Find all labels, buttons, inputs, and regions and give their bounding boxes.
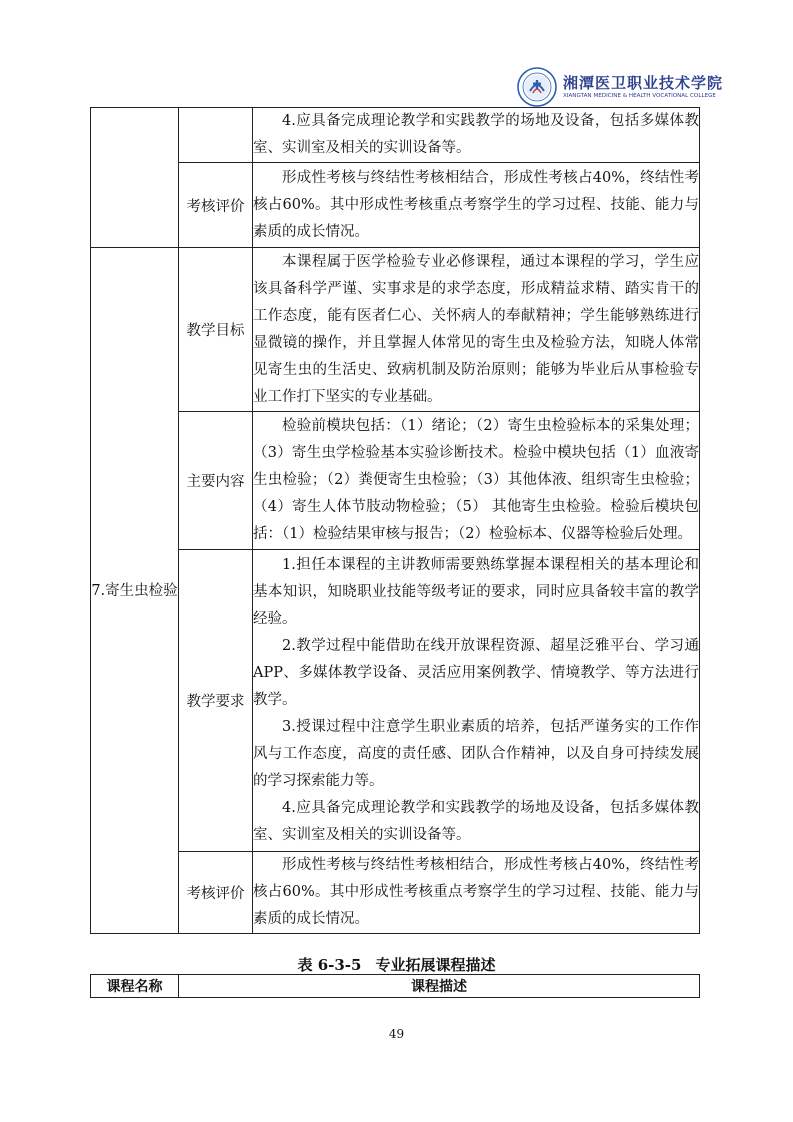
- college-name-cn: 湘潭医卫职业技术学院: [563, 73, 724, 92]
- content-text: 检验前模块包括：（1）绪论；（2）寄生虫检验标本的采集处理；（3）寄生虫学检验基本实验诊断技术。检验中模块包括（1）血液寄生虫检验；（2）粪便寄生虫检验；（3）其他体液、组织寄生虫检验；（4）寄生人体节肢动物检验；（5） 其他寄生虫检验。检验后模块包括：（1）检验结果审核与报告；（2）检验标本、仪器等检验后处理。: [253, 418, 699, 542]
- requirement-text: 4.应具备完成理论教学和实践教学的场地及设备，包括多媒体教室、实训室及相关的实训设备等。: [253, 113, 699, 156]
- college-name-en: XIANGTAN MEDICINE & HEALTH VOCATIONAL COLLEGE: [563, 92, 716, 99]
- content-cell: [253, 412, 700, 550]
- table-row: [91, 412, 700, 550]
- requirement-item: 1.担任本课程的主讲教师需要熟练掌握本课程相关的基本理论和基本知识，知晓职业技能等级考证的要求，同时应具备较丰富的教学经验。: [253, 557, 699, 627]
- table-row: [91, 163, 700, 248]
- assessment-text: 形成性考核与终结性考核相结合，形成性考核占40%，终结性考核占60%。其中形成性考核重点考察学生的学习过程、技能、能力与素质的成长情况。: [253, 169, 699, 240]
- requirements-cell: [253, 550, 700, 852]
- extension-course-table: [90, 974, 700, 998]
- requirement-item: 2.教学过程中能借助在线开放课程资源、超星泛雅平台、学习通APP、多媒体教学设备、灵活应用案例教学、情境教学、等方法进行教学。: [253, 638, 699, 708]
- objective-text: 本课程属于医学检验专业必修课程，通过本课程的学习，学生应该具备科学严谨、实事求是的求学态度，形成精益求精、踏实肯干的工作态度，能有医者仁心、关怀病人的奉献精神；学生能够熟练进行显微镜的操作，并且掌握人体常见的寄生虫及检验方法，知晓人体常见寄生虫的生活史、致病机制及防治原则；能够为毕业后从事检验专业工作打下坚实的专业基础。: [253, 253, 699, 405]
- objective-cell: [253, 248, 700, 412]
- assessment-label: 考核评价: [179, 163, 253, 248]
- requirement-item: 3.授课过程中注意学生职业素质的培养，包括严谨务实的工作作风与工作态度，高度的责任感、团队合作精神，以及自身可持续发展的学习探索能力等。: [253, 719, 699, 789]
- table-header-row: [91, 975, 700, 998]
- continued-course-cell: [91, 108, 179, 248]
- table-caption: [0, 954, 793, 975]
- table-row: [91, 108, 700, 163]
- page-number: 49: [388, 1027, 405, 1041]
- assessment-text: 形成性考核与终结性考核相结合，形成性考核占40%，终结性考核占60%。其中形成性考核重点考察学生的学习过程、技能、能力与素质的成长情况。: [253, 857, 699, 927]
- assessment-label: 考核评价: [179, 852, 253, 934]
- college-seal-icon: [517, 67, 557, 107]
- table-row: [91, 248, 700, 412]
- content-label: 主要内容: [179, 412, 253, 550]
- college-logo: [517, 66, 724, 108]
- course-description-header: 课程描述: [179, 975, 700, 998]
- teaching-requirement-cell: [253, 108, 700, 163]
- course-name: 7.寄生虫检验: [91, 582, 178, 599]
- table-row: [91, 852, 700, 934]
- continued-label-cell: [179, 108, 253, 163]
- assessment-cell: [253, 163, 700, 248]
- course-name-header: 课程名称: [91, 975, 179, 998]
- assessment-cell: [253, 852, 700, 934]
- table-caption-title: 专业拓展课程描述: [375, 956, 496, 974]
- objective-label: 教学目标: [179, 248, 253, 412]
- course-description-table: [90, 107, 700, 934]
- course-name-cell: [91, 248, 179, 934]
- table-caption-number: 表 6-3-5: [297, 956, 362, 974]
- requirement-item: 4.应具备完成理论教学和实践教学的场地及设备，包括多媒体教室、实训室及相关的实训设备等。: [253, 800, 699, 843]
- requirement-label: 教学要求: [179, 550, 253, 852]
- table-row: [91, 550, 700, 852]
